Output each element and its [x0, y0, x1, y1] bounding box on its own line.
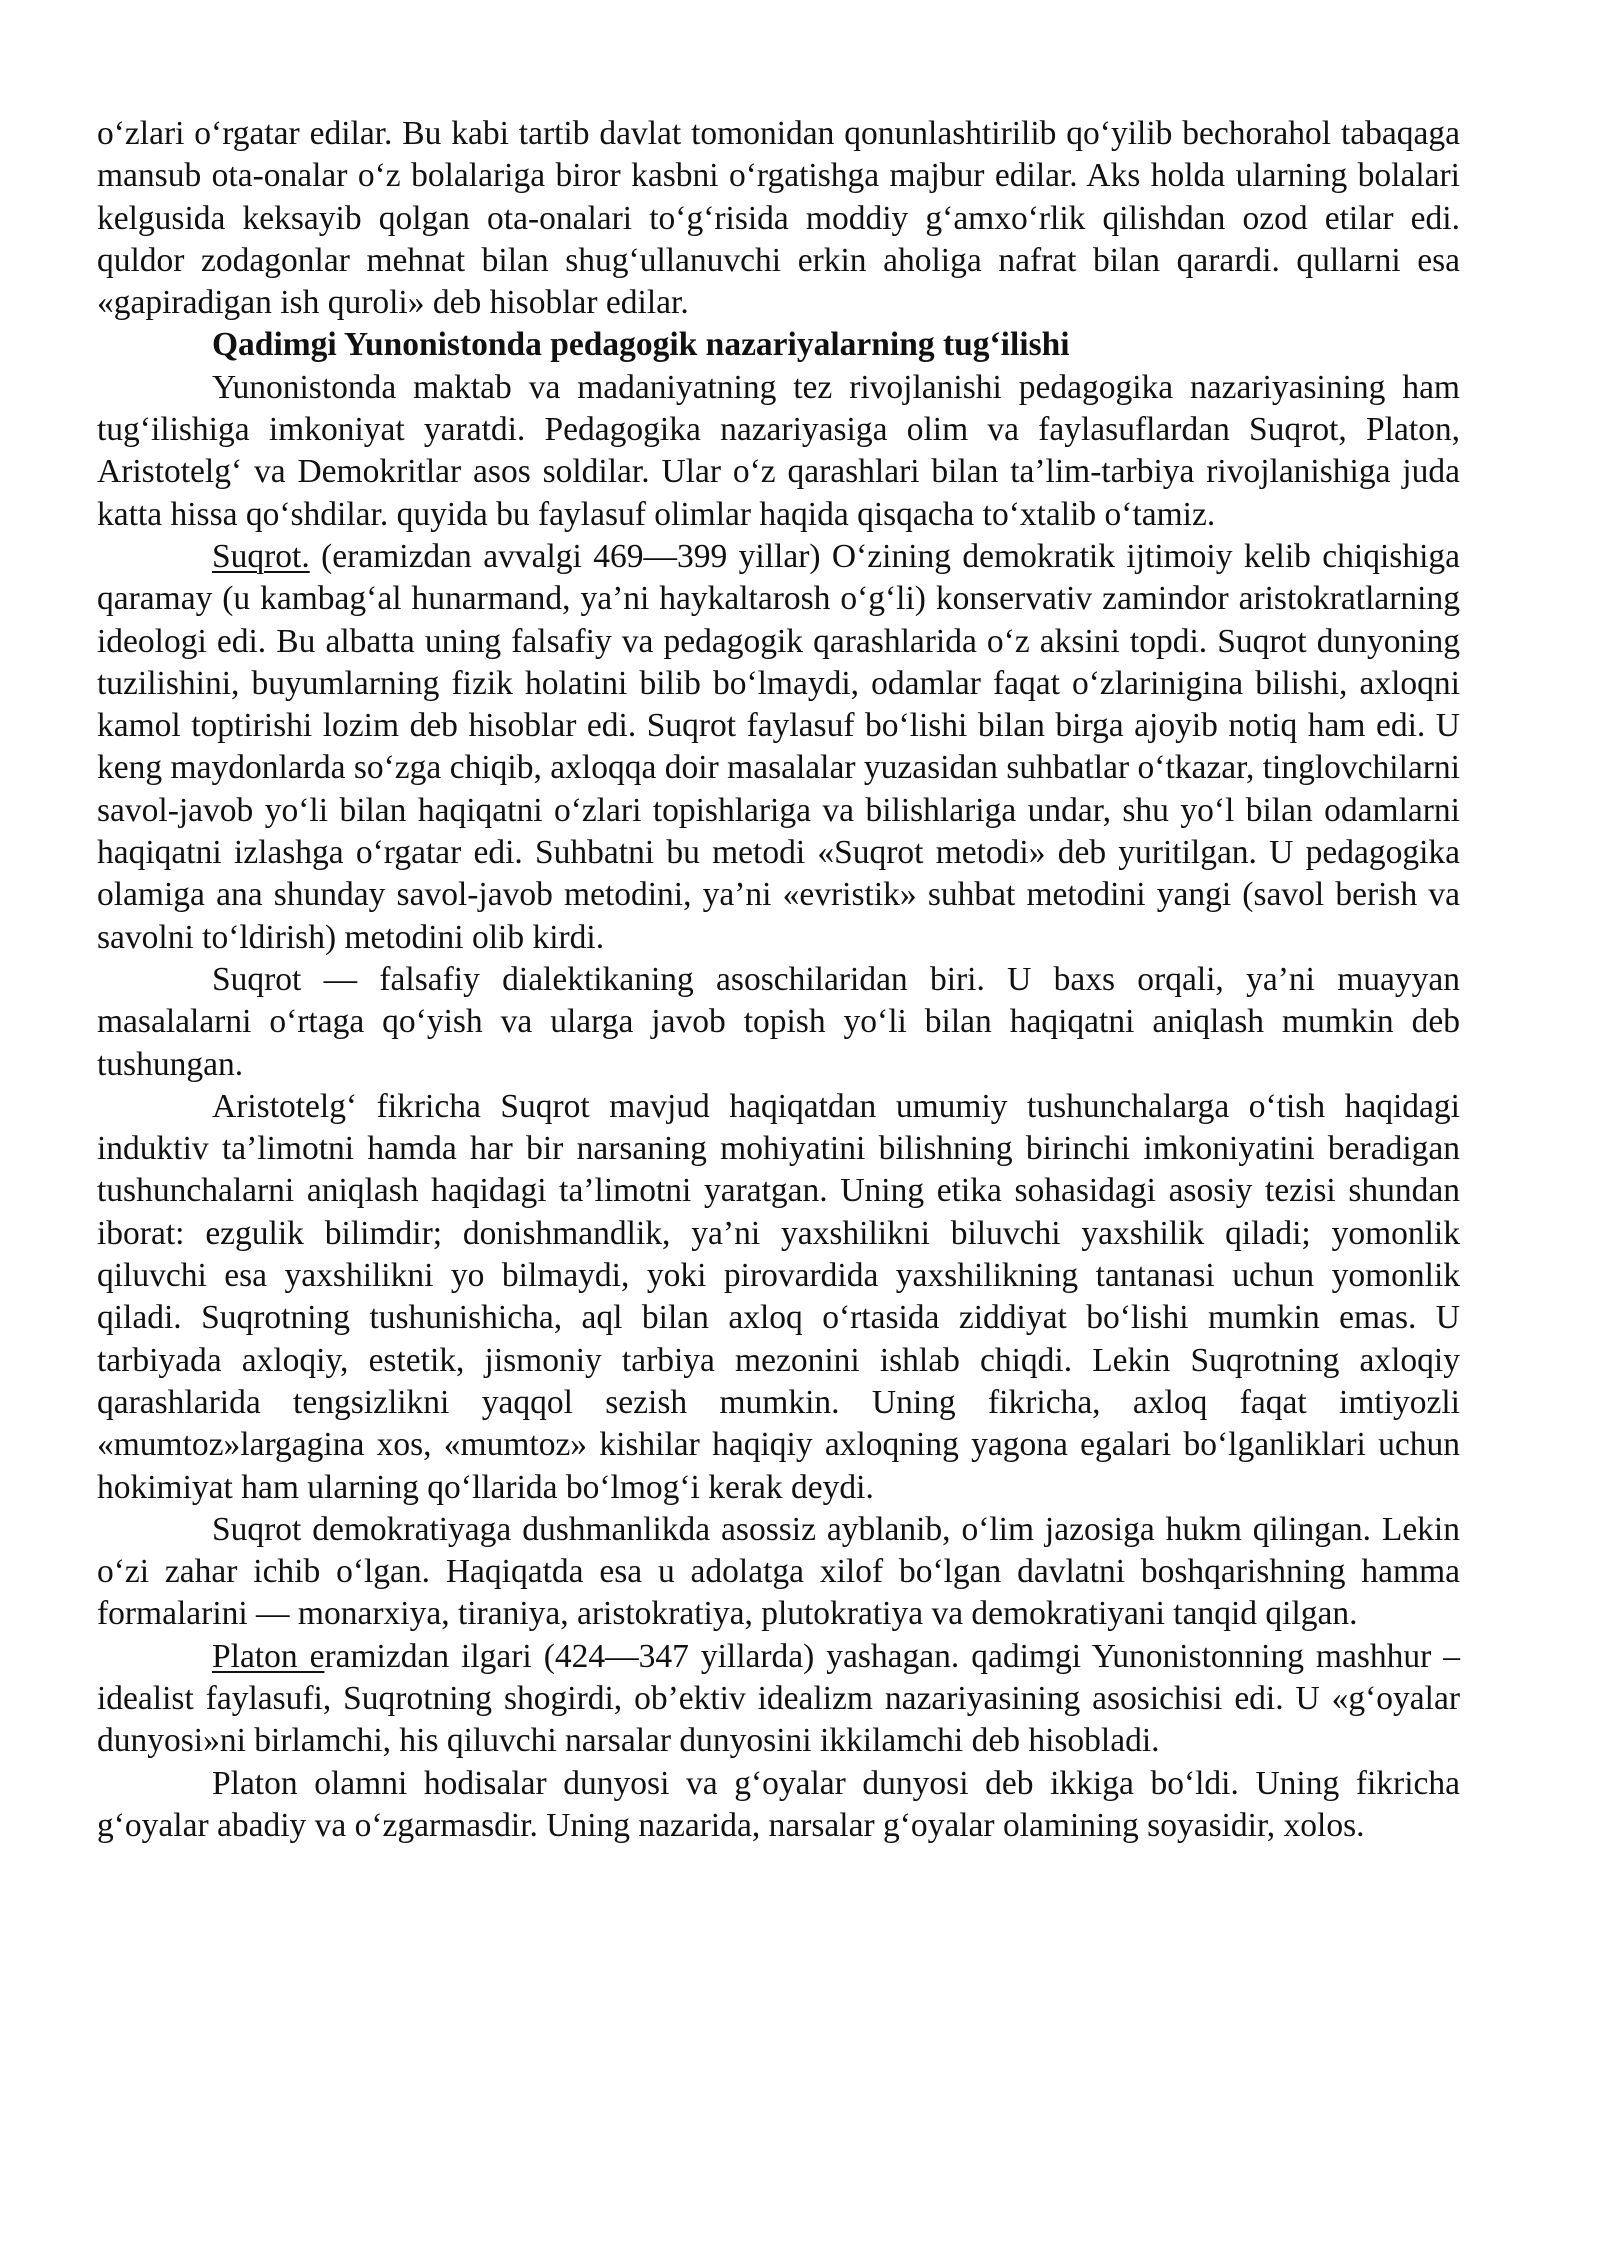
paragraph-platon-olam: Platon olamni hodisalar dunyosi va g‘oyalar dunyosi deb ikkiga bo‘ldi. Uning fikricha g‘oyalar abadiy va o‘zgarmasdir. Uning nazarida, narsalar g‘oyalar olamining soyasidir, xolos. — [97, 1764, 1460, 1844]
document-page — [97, 113, 1460, 1847]
paragraph-demokratiya: Suqrot demokratiyaga dushmanlikda asossiz ayblanib, o‘lim jazosiga hukm qilingan. Lekin o‘zi zahar ichib o‘lgan. Haqiqatda esa u adolatga xilof bo‘lgan davlatni boshqarishning hamma formalarini — monarxiya, tiraniya, aristokratiya, plutokratiya va demokratiyani tanqid qilgan. — [97, 1510, 1460, 1633]
platon-name: Platon e — [212, 1637, 325, 1675]
paragraph-dialektika: Suqrot — falsafiy dialektikaning asoschilaridan biri. U baxs orqali, ya’ni muayyan masalalarni o‘rtaga qo‘yish va ularga javob topish yo‘li bilan haqiqatni aniqlash mumkin deb tushungan. — [97, 960, 1460, 1083]
paragraph-platon — [97, 1636, 1460, 1763]
platon-text: ramizdan ilgari (424—347 yillarda) yashagan. qadimgi Yunonistonning mashhur – idealist faylasufi, Suqrotning shogirdi, ob’ektiv idealizm nazariyasining asosichisi edi. U «g‘oyalar dunyosi»ni birlamchi, his qiluvchi narsalar dunyosini ikkilamchi deb hisobladi. — [97, 1637, 1461, 1760]
paragraph-continuation: o‘zlari o‘rgatar edilar. Bu kabi tartib davlat tomonidan qonunlashtirilib qo‘yilib bechorahol tabaqaga mansub ota-onalar o‘z bolalariga biror kasbni o‘rgatishga majbur edilar. Aks holda ularning bolalari kelgusida keksayib qolgan ota-onalari to‘g‘risida moddiy g‘amxo‘rlik qilishdan ozod etilar edi. quldor zodagonlar mehnat bilan shug‘ullanuvchi erkin aholiga nafrat bilan qarardi. qullarni esa «gapiradigan ish quroli» deb hisoblar edilar. — [97, 115, 1460, 322]
section-heading: Qadimgi Yunonistonda pedagogik nazariyalarning tug‘ilishi — [212, 326, 1070, 364]
paragraph-aristotel: Aristotelg‘ fikricha Suqrot mavjud haqiqatdan umumiy tushunchalarga o‘tish haqidagi induktiv ta’limotni hamda har bir narsaning mohiyatini bilishning birinchi imkoniyatini beradigan tushunchalarni aniqlash haqidagi ta’limotni yaratgan. Uning etika sohasidagi asosiy tezisi shundan iborat: ezgulik bilimdir; donishmandlik, ya’ni yaxshilikni biluvchi yaxshilik qiladi; yomonlik qiluvchi esa yaxshilikni yo bilmaydi, yoki pirovardida yaxshilikning tantanasi uchun yomonlik qiladi. Suqrotning tushunishicha, aql bilan axloq o‘rtasida ziddiyat bo‘lishi mumkin emas. U tarbiyada axloqiy, estetik, jismoniy tarbiya mezonini ishlab chiqdi. Lekin Suqrotning axloqiy qarashlarida tengsizlikni yaqqol sezish mumkin. Uning fikricha, axloq faqat imtiyozli «mumtoz»largagina xos, «mumtoz» kishilar haqiqiy axloqning yagona egalari bo‘lganliklari uchun hokimiyat ham ularning qo‘llarida bo‘lmog‘i kerak deydi. — [97, 1087, 1460, 1506]
paragraph-suqrot — [97, 536, 1460, 959]
paragraph-intro: Yunonistonda maktab va madaniyatning tez rivojlanishi pedagogika nazariyasining ham tug‘ilishiga imkoniyat yaratdi. Pedagogika nazariyasiga olim va faylasuflardan Suqrot, Platon, Aristotelg‘ va Demokritlar asos soldilar. Ular o‘z qarashlari bilan ta’lim-tarbiya rivojlanishiga juda katta hissa qo‘shdilar. quyida bu faylasuf olimlar haqida qisqacha to‘xtalib o‘tamiz. — [97, 368, 1460, 533]
suqrot-text: (eramizdan avvalgi 469—399 yillar) O‘zining demokratik ijtimoiy kelib chiqishiga qaramay (u kambag‘al hunarmand, ya’ni haykaltarosh o‘g‘li) konservativ zamindor aristokratlarning ideologi edi. Bu albatta uning falsafiy va pedagogik qarashlarida o‘z aksini topdi. Suqrot dunyoning tuzilishini, buyumlarning fizik holatini bilib bo‘lmaydi, odamlar faqat o‘zlarinigina bilishi, axloqni kamol toptirishi lozim deb hisoblar edi. Suqrot faylasuf bo‘lishi bilan birga ajoyib notiq ham edi. U keng maydonlarda so‘zga chiqib, axloqqa doir masalalar yuzasidan suhbatlar o‘tkazar, tinglovchilarni savol-javob yo‘li bilan haqiqatni o‘zlari topishlariga va bilishlariga undar, shu yo‘l bilan odamlarni haqiqatni izlashga o‘rgatar edi. Suhbatni bu metodi «Suqrot metodi» deb yuritilgan. U pedagogika olamiga ana shunday savol-javob metodini, ya’ni «evristik» suhbat metodini yangi (savol berish va savolni to‘ldirish) metodini olib kirdi. — [97, 537, 1460, 956]
suqrot-name: Suqrot. — [212, 537, 310, 575]
